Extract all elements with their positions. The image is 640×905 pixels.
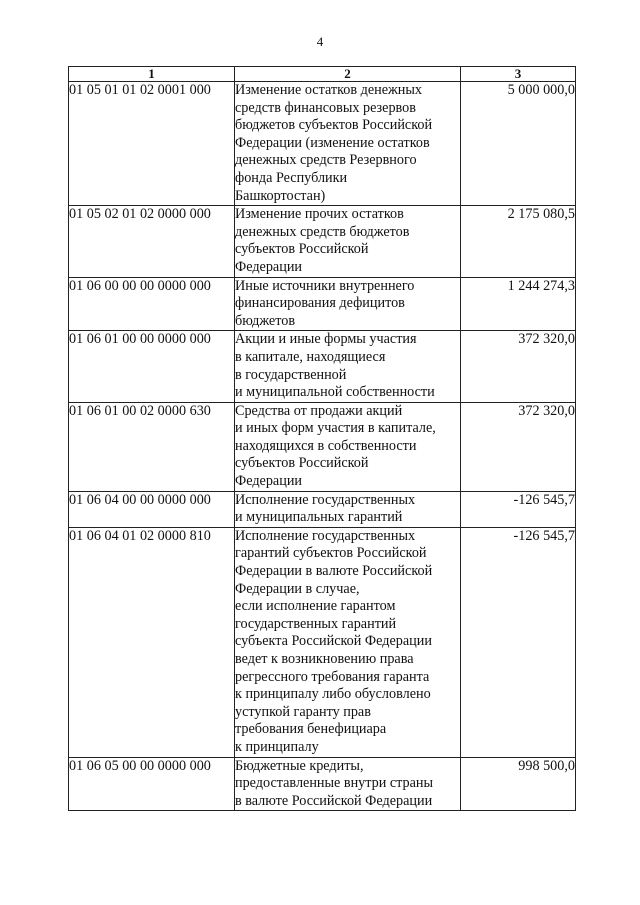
source-name-line: субъектов Российской: [235, 455, 369, 472]
table-row: [69, 331, 576, 402]
source-name-line: Исполнение государственных: [235, 491, 416, 508]
budget-classification-code: 01 06 04 01 02 0000 810: [69, 527, 235, 757]
table-row: [69, 277, 576, 331]
source-name: [235, 491, 461, 527]
source-name-line: денежных средств Резервного: [235, 152, 417, 169]
source-name-line: требования бенефициара: [235, 721, 387, 738]
amount-value: 372 320,0: [461, 331, 576, 402]
source-name: [235, 277, 461, 331]
source-name-line: Башкортостан): [235, 187, 326, 204]
amount-value: -126 545,7: [461, 527, 576, 757]
source-name-line: фонда Республики: [235, 169, 348, 186]
source-name-line: субъекта Российской Федерации: [235, 633, 432, 650]
column-header-amount: 3: [461, 67, 576, 82]
source-name-line: ведет к возникновению права: [235, 651, 414, 667]
amount-value: 2 175 080,5: [461, 206, 576, 277]
source-name-line: в валюте Российской Федерации: [235, 792, 433, 809]
budget-sources-table: [68, 66, 576, 811]
column-header-name: 2: [235, 67, 461, 82]
budget-classification-code: 01 06 01 00 00 0000 000: [69, 331, 235, 402]
source-name-line: Федерации (изменение остатков: [235, 134, 430, 151]
budget-classification-code: 01 05 01 01 02 0001 000: [69, 82, 235, 206]
source-name-line: в капитале, находящиеся: [235, 348, 386, 365]
source-name-line: и муниципальных гарантий: [235, 509, 403, 526]
source-name-line: Изменение остатков денежных: [235, 82, 423, 98]
source-name-line: к принципалу: [235, 738, 319, 755]
source-name-line: Иные источники внутреннего: [235, 277, 415, 294]
source-name-line: Федерации: [235, 473, 303, 490]
table-row: [69, 757, 576, 811]
budget-classification-code: 01 06 01 00 02 0000 630: [69, 402, 235, 491]
source-name-line: денежных средств бюджетов: [235, 223, 410, 240]
source-name: [235, 82, 461, 206]
source-name-line: и муниципальной собственности: [235, 384, 435, 401]
source-name-line: Акции и иные формы участия: [235, 331, 417, 348]
source-name-line: Средства от продажи акций: [235, 402, 403, 419]
budget-classification-code: 01 05 02 01 02 0000 000: [69, 206, 235, 277]
source-name-line: бюджетов: [235, 312, 296, 329]
budget-classification-code: 01 06 05 00 00 0000 000: [69, 757, 235, 811]
amount-value: 5 000 000,0: [461, 82, 576, 206]
amount-value: 372 320,0: [461, 402, 576, 491]
source-name-line: Федерации в валюте Российской: [235, 563, 433, 580]
amount-value: -126 545,7: [461, 491, 576, 527]
table-row: [69, 527, 576, 757]
table-header-row: [69, 67, 576, 82]
source-name-line: предоставленные внутри страны: [235, 775, 434, 792]
column-header-code: 1: [69, 67, 235, 82]
source-name-line: субъектов Российской: [235, 241, 369, 258]
source-name-line: бюджетов субъектов Российской: [235, 117, 433, 134]
source-name-line: Бюджетные кредиты,: [235, 757, 364, 774]
table-row: [69, 402, 576, 491]
source-name: [235, 206, 461, 277]
source-name: [235, 757, 461, 811]
amount-value: 998 500,0: [461, 757, 576, 811]
table-row: [69, 82, 576, 206]
source-name: [235, 527, 461, 757]
source-name-line: государственных гарантий: [235, 615, 397, 632]
source-name-line: и иных форм участия в капитале,: [235, 420, 436, 437]
source-name-line: если исполнение гарантом: [235, 598, 396, 615]
budget-classification-code: 01 06 04 00 00 0000 000: [69, 491, 235, 527]
source-name-line: уступкой гаранту прав: [235, 703, 371, 720]
source-name-line: Изменение прочих остатков: [235, 206, 404, 223]
source-name-line: находящихся в собственности: [235, 437, 417, 454]
source-name: [235, 331, 461, 402]
source-name-line: в государственной: [235, 366, 347, 383]
source-name-line: финансирования дефицитов: [235, 295, 405, 312]
source-name-line: к принципалу либо обусловлено: [235, 686, 431, 703]
budget-classification-code: 01 06 00 00 00 0000 000: [69, 277, 235, 331]
amount-value: 1 244 274,3: [461, 277, 576, 331]
source-name-line: средств финансовых резервов: [235, 99, 416, 116]
source-name-line: регрессного требования гаранта: [235, 668, 430, 685]
source-name-line: Исполнение государственных: [235, 527, 416, 544]
source-name: [235, 402, 461, 491]
table-row: [69, 491, 576, 527]
page-number: 4: [316, 34, 324, 49]
source-name-line: Федерации: [235, 258, 303, 275]
source-name-line: гарантий субъектов Российской: [235, 545, 427, 562]
table-row: [69, 206, 576, 277]
source-name-line: Федерации в случае,: [235, 580, 360, 597]
